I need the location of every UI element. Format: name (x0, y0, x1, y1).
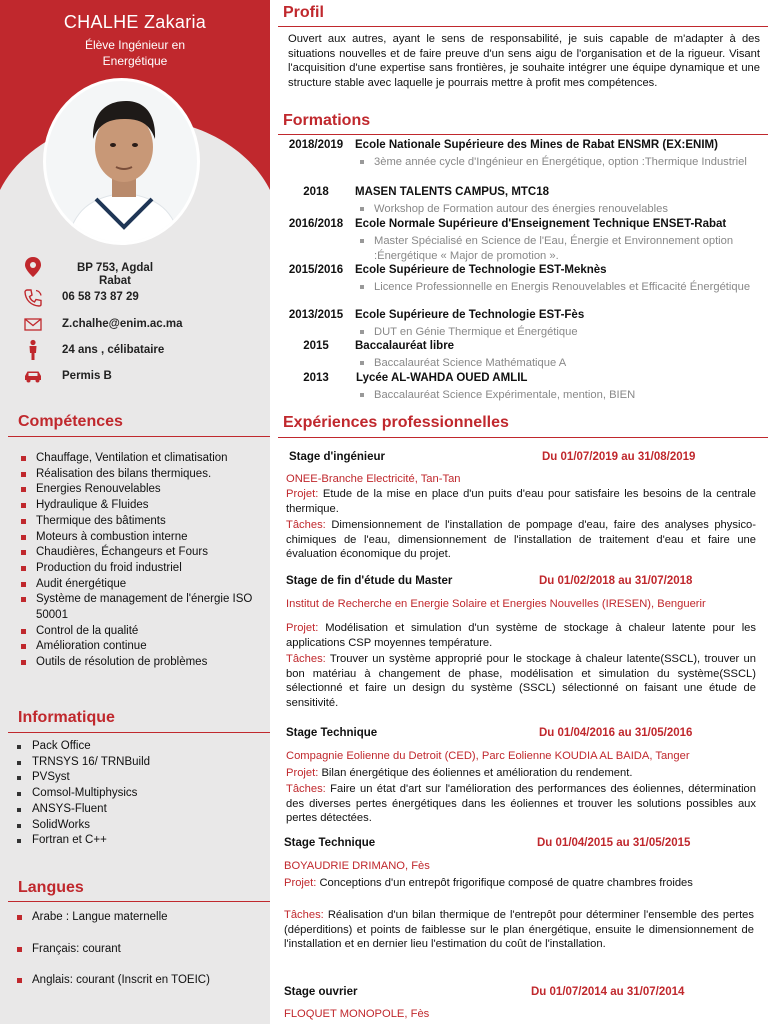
contact-phone (0, 287, 270, 311)
experience-org: FLOQUET MONOPOLE, Fès (284, 1008, 430, 1020)
software-item: Fortran et C++ (14, 833, 259, 849)
formation-institution: Ecole Supérieure de Technologie EST-Meknès (355, 264, 607, 276)
experience-dates: Du 01/04/2015 au 31/05/2015 (537, 837, 691, 849)
project-text: Etude de la mise en place d'un puits d'eau pour satisfaire les besoins de la centrale thermique. (286, 488, 757, 515)
project-label: Projet: (284, 877, 317, 889)
contact-email (0, 313, 270, 337)
competence-item: Réalisation des bilans thermiques. (18, 467, 263, 483)
contact-email-text: Z.chalhe@enim.ac.ma (62, 318, 183, 330)
candidate-name: CHALHE Zakaria (63, 12, 207, 32)
contact-phone-text: 06 58 73 87 29 (62, 291, 139, 303)
competence-item: Hydraulique & Fluides (18, 498, 263, 514)
experience-project (286, 766, 756, 781)
experience-tasks (286, 652, 756, 710)
contact-license (0, 365, 270, 389)
tasks-label: Tâches: (286, 653, 326, 665)
competence-item: Outils de résolution de problèmes (18, 655, 263, 671)
tasks-text: Réalisation d'un bilan thermique de l'entrepôt pour déterminer l'ensemble des pertes (déperditions) et points de faiblesse sur le plan énergétique, ensuite le dimensionnement de l'installation et en dernier lieu l'estimation du coût de l'installation. (284, 909, 754, 951)
language-item: Arabe : Langue maternelle (14, 902, 259, 934)
competence-item: Control de la qualité (18, 624, 263, 640)
competence-item: Chaudières, Échangeurs et Fours (18, 545, 263, 561)
formation-year: 2013 (303, 372, 329, 384)
formation-detail: Licence Professionnelle en Energis Renouvelables et Efficacité Énergétique (358, 280, 758, 295)
experience-org: ONEE-Branche Electricité, Tan-Tan (286, 473, 461, 485)
experience-org: BOYAUDRIE DRIMANO, Fès (284, 860, 430, 872)
experience-dates: Du 01/07/2019 au 31/08/2019 (542, 451, 696, 463)
software-item: Comsol-Multiphysics (14, 786, 259, 802)
formation-detail: 3ème année cycle d'Ingénieur en Énergétique, option :Thermique Industriel (358, 155, 758, 170)
experiences-divider (278, 437, 768, 438)
experience-dates: Du 01/02/2018 au 31/07/2018 (539, 575, 693, 587)
formation-detail: Master Spécialisé en Science de l'Eau, Énergie et Environnement option :Énergétique « Major de promotion ». (358, 234, 758, 263)
experience-tasks (286, 518, 756, 562)
competence-item: Amélioration continue (18, 639, 263, 655)
experience-role: Stage Technique (286, 727, 378, 739)
experience-project (286, 621, 756, 650)
langues-list (14, 902, 259, 997)
tasks-label: Tâches: (286, 783, 326, 795)
language-item: Français: courant (14, 934, 259, 966)
contact-age-text: 24 ans , célibataire (62, 344, 165, 356)
competence-item: Energies Renouvelables (18, 482, 263, 498)
software-item: TRNSYS 16/ TRNBuild (14, 755, 259, 771)
contact-license-text: Permis B (62, 370, 112, 382)
informatique-title: Informatique (18, 709, 115, 726)
informatique-divider (8, 732, 270, 733)
formation-year: 2016/2018 (288, 218, 344, 230)
profil-text: Ouvert aux autres, ayant le sens de responsabilité, je suis capable de m'adapter à des situations nouvelles et de faire preuve d'un sens aigu de l'organisation et de la rigueur. Visant l'acquisition d'une expertise sans frontières, je souhaite intégrer une équipe dynamique et une structure stable avec laquelle je pourrais mettre à profit mes compétences. (288, 33, 760, 90)
experience-role: Stage de fin d'étude du Master (286, 575, 453, 587)
formation-institution: Ecole Normale Supérieure d'Enseignement Technique ENSET-Rabat (355, 218, 727, 230)
profil-title: Profil (283, 4, 324, 21)
formation-institution: MASEN TALENTS CAMPUS, MTC18 (355, 186, 550, 198)
competence-item: Chauffage, Ventilation et climatisation (18, 451, 263, 467)
formation-year: 2013/2015 (288, 309, 344, 321)
formation-detail: DUT en Génie Thermique et Énergétique (358, 325, 758, 340)
experience-project (284, 876, 754, 891)
formations-divider (278, 134, 768, 135)
tasks-text: Dimensionnement de l'installation de pompage d'eau, faire des analyses physico-chimiques de l'eau, dimensionnement de l'installation de traitement d'eau et faire une évaluation économique du projet. (286, 519, 756, 561)
competences-divider (8, 436, 270, 437)
formation-year: 2015 (303, 340, 329, 352)
project-text: Modélisation et simulation d'un système de stockage à chaleur latente pour les applications CSP moyennes température. (286, 622, 756, 649)
experiences-title: Expériences professionnelles (283, 414, 509, 431)
formation-institution: Ecole Nationale Supérieure des Mines de Rabat ENSMR (EX:ENIM) (355, 139, 718, 151)
experience-dates: Du 01/04/2016 au 31/05/2016 (539, 727, 693, 739)
formation-institution: Baccalauréat libre (355, 340, 455, 352)
experience-tasks (286, 782, 756, 826)
experience-tasks (284, 908, 754, 952)
language-item: Anglais: courant (Inscrit en TOEIC) (14, 965, 259, 997)
competence-item: Thermique des bâtiments (18, 514, 263, 530)
software-item: Pack Office (14, 739, 259, 755)
experience-dates: Du 01/07/2014 au 31/07/2014 (531, 986, 685, 998)
sidebar (0, 0, 270, 1024)
informatique-list (14, 739, 259, 849)
competences-title: Compétences (18, 413, 123, 430)
experience-org: Institut de Recherche en Energie Solaire et Energies Nouvelles (IRESEN), Benguerir (286, 598, 706, 610)
person-icon (22, 339, 44, 361)
tasks-label: Tâches: (286, 519, 326, 531)
project-text: Conceptions d'un entrepôt frigorifique composé de quatre chambres froides (319, 877, 693, 889)
contact-address-text: BP 753, Agdal Rabat (76, 262, 154, 287)
competence-item: Système de management de l'énergie ISO 50001 (18, 592, 263, 623)
formation-institution: Lycée AL-WAHDA OUED AMLIL (356, 372, 528, 384)
phone-icon (22, 287, 44, 309)
profil-divider (278, 26, 768, 27)
formation-year: 2018/2019 (288, 139, 344, 151)
software-item: ANSYS-Fluent (14, 802, 259, 818)
formation-detail: Baccalauréat Science Expérimentale, mention, BIEN (358, 388, 758, 403)
experience-role: Stage ouvrier (284, 986, 358, 998)
tasks-label: Tâches: (284, 909, 324, 921)
experience-org: Compagnie Eolienne du Detroit (CED), Parc Eolienne KOUDIA AL BAIDA, Tanger (286, 750, 690, 762)
contact-address (0, 256, 270, 287)
project-label: Projet: (286, 488, 319, 500)
project-label: Projet: (286, 622, 319, 634)
formation-detail: Workshop de Formation autour des énergies renouvelables (358, 202, 758, 217)
profile-photo (43, 78, 200, 245)
langues-title: Langues (18, 879, 84, 896)
project-text: Bilan énergétique des éoliennes et amélioration du rendement. (321, 767, 633, 779)
formation-year: 2018 (303, 186, 329, 198)
software-item: PVSyst (14, 770, 259, 786)
location-pin-icon (22, 256, 44, 278)
candidate-title: Élève Ingénieur en Energétique (84, 38, 186, 68)
car-icon (22, 365, 44, 387)
competences-list (18, 451, 263, 671)
software-item: SolidWorks (14, 818, 259, 834)
formations-title: Formations (283, 112, 371, 129)
competence-item: Moteurs à combustion interne (18, 530, 263, 546)
project-label: Projet: (286, 767, 319, 779)
formation-detail: Baccalauréat Science Mathématique A (358, 356, 758, 371)
competence-item: Audit énergétique (18, 577, 263, 593)
experience-project (286, 487, 756, 516)
competence-item: Production du froid industriel (18, 561, 263, 577)
experience-role: Stage d'ingénieur (289, 451, 386, 463)
envelope-icon (22, 313, 44, 335)
contact-age (0, 339, 270, 363)
tasks-text: Faire un état d'art sur l'amélioration des performances des éoliennes, détermination des diverses pertes énergétiques dans les éoliennes et trouver les solutions possibles aux pertes détectées. (286, 783, 756, 825)
formation-institution: Ecole Supérieure de Technologie EST-Fès (355, 309, 585, 321)
formation-year: 2015/2016 (288, 264, 344, 276)
tasks-text: Trouver un système approprié pour le stockage à chaleur latente(SSCL), trouver un bon matériau à changement de phase, modélisation et simulation du système(SSCL) sélectionné et faire un design du système (SSCL) sélectionné on faisant une étude de sensitivité. (286, 653, 756, 709)
experience-role: Stage Technique (284, 837, 376, 849)
